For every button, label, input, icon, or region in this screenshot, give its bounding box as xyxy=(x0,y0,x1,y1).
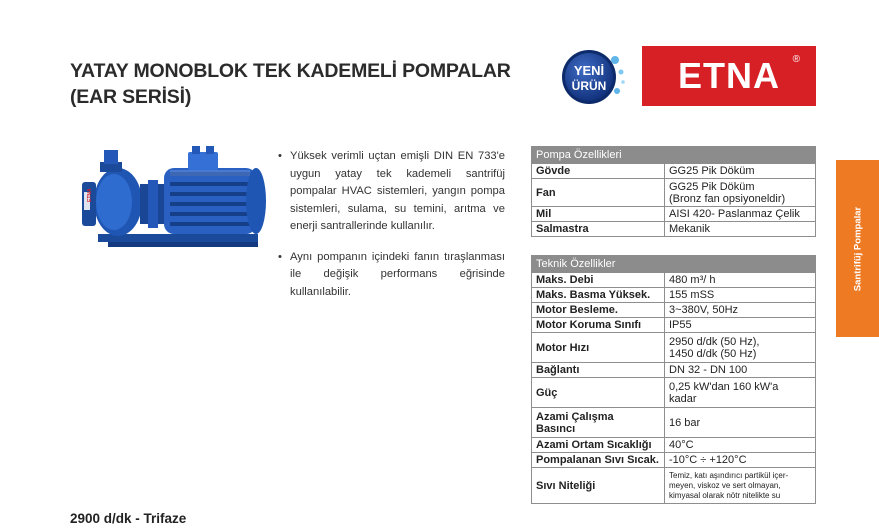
feature-item: • Yüksek verimli uçtan emişli DIN EN 733'e uygun yatay tek kademeli santrifüj pompalar HVAC sistemleri, yangın pompa sistemleri, sulama, su temini, arıtma ve enerji santrallerinde kullanılır. xyxy=(278,148,505,236)
page-title xyxy=(70,58,511,110)
spec-key: Motor Koruma Sınıfı xyxy=(532,318,665,333)
spec-value: IP55 xyxy=(665,318,816,333)
spec-value-line: (Bronz fan opsiyoneldir) xyxy=(669,192,786,205)
logo-text: ETNA xyxy=(678,55,780,96)
spec-key: Sıvı Niteliği xyxy=(532,468,665,504)
spec-value-line: kadar xyxy=(669,392,697,405)
new-product-badge xyxy=(553,46,627,108)
title-line-1: YATAY MONOBLOK TEK KADEMELİ POMPALAR xyxy=(70,60,511,82)
spec-value: 16 bar xyxy=(665,408,816,438)
spec-key: Maks. Debi xyxy=(532,273,665,288)
spec-value-line: meyen, viskoz ve sert olmayan, xyxy=(669,480,781,490)
spec-value xyxy=(665,468,816,504)
spec-value: 3~380V, 50Hz xyxy=(665,303,816,318)
spec-key: Salmastra xyxy=(532,222,665,237)
spec-key: Bağlantı xyxy=(532,363,665,378)
badge-line-1: YENİ xyxy=(573,63,605,78)
footer-speed-label: 2900 d/dk - Trifaze xyxy=(70,511,187,526)
spec-key xyxy=(532,408,665,438)
technical-header: Teknik Özellikler xyxy=(532,256,816,273)
feature-item: • Aynı pompanın içindeki fanın tıraşlanması ile değişik performans eğrisinde kullanılabilir. xyxy=(278,249,505,302)
spec-value: -10°C ÷ +120°C xyxy=(665,453,816,468)
spec-key: Pompalanan Sıvı Sıcak. xyxy=(532,453,665,468)
spec-key: Gövde xyxy=(532,164,665,179)
spec-key: Maks. Basma Yüksek. xyxy=(532,288,665,303)
section-side-tab xyxy=(836,160,879,337)
badge-line-2: ÜRÜN xyxy=(571,79,607,93)
spec-value-line: Temiz, katı aşındırıcı partikül içer- xyxy=(669,470,789,480)
spec-key: Motor Hızı xyxy=(532,333,665,363)
pump-logo-label: ETNA xyxy=(87,188,93,202)
spec-value: Mekanik xyxy=(665,222,816,237)
spec-key-line: Basıncı xyxy=(536,422,576,435)
feature-list xyxy=(278,148,505,314)
spec-value: AISI 420- Paslanmaz Çelik xyxy=(665,207,816,222)
spec-value: GG25 Pik Döküm xyxy=(665,164,816,179)
spec-value xyxy=(665,333,816,363)
spec-value: DN 32 - DN 100 xyxy=(665,363,816,378)
spec-value: 480 m³/ h xyxy=(665,273,816,288)
bubble-icon xyxy=(614,88,620,94)
spec-value-line: 0,25 kW'dan 160 kW'a xyxy=(669,380,779,393)
bubble-icon xyxy=(619,70,624,75)
spec-value xyxy=(665,378,816,408)
etna-logo xyxy=(642,46,816,106)
spec-key: Motor Besleme. xyxy=(532,303,665,318)
side-tab-label: Santrifüj Pompalar xyxy=(852,206,863,291)
spec-key: Azami Ortam Sıcaklığı xyxy=(532,438,665,453)
spec-value-line: 2950 d/dk (50 Hz), xyxy=(669,335,760,348)
spec-value xyxy=(665,179,816,207)
spec-value: 40°C xyxy=(665,438,816,453)
title-line-2: (EAR SERİSİ) xyxy=(70,86,192,108)
pump-features-header: Pompa Özellikleri xyxy=(532,147,816,164)
spec-value-line: kimyasal olarak nötr nitelikte su xyxy=(669,490,781,500)
registered-mark: ® xyxy=(792,54,800,65)
technical-features-table xyxy=(531,255,816,504)
spec-value-line: GG25 Pik Döküm xyxy=(669,180,755,193)
spec-key-line: Azami Çalışma xyxy=(536,410,614,423)
spec-value: 155 mSS xyxy=(665,288,816,303)
bubble-icon xyxy=(621,80,625,84)
spec-key: Güç xyxy=(532,378,665,408)
spec-key: Mil xyxy=(532,207,665,222)
pump-features-table xyxy=(531,146,816,237)
bubble-icon xyxy=(611,56,619,64)
spec-key: Fan xyxy=(532,179,665,207)
pump-illustration xyxy=(78,142,268,254)
spec-value-line: 1450 d/dk (50 Hz) xyxy=(669,347,757,360)
